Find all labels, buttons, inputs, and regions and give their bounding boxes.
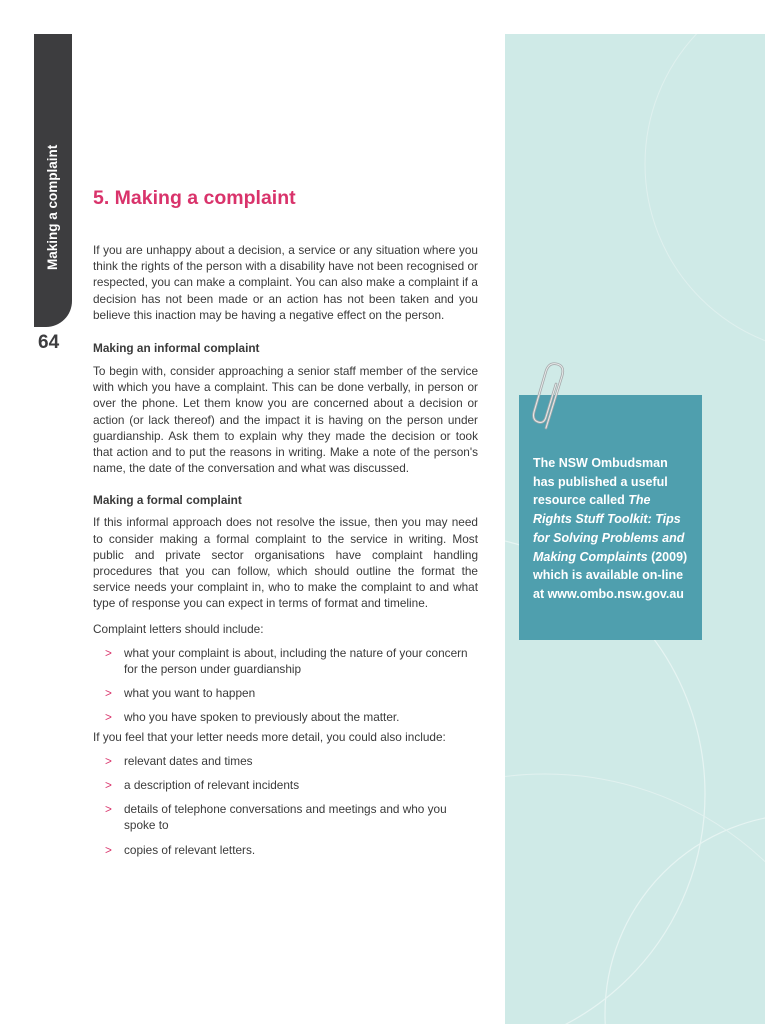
main-content <box>93 185 478 858</box>
list-item <box>93 801 478 833</box>
list-item-text: who you have spoken to previously about the matter. <box>124 710 400 725</box>
list-item <box>93 842 478 858</box>
bullet-marker: > <box>105 842 112 857</box>
extra-details-list <box>93 753 478 858</box>
informal-complaint-heading: Making an informal complaint <box>93 341 260 356</box>
formal-complaint-heading: Making a formal complaint <box>93 493 242 508</box>
page-number: 64 <box>38 332 60 353</box>
callout-resource-title: The Rights Stuff Toolkit: Tips for Solving Problems and Making Complaints <box>533 493 685 564</box>
list-item-text: copies of relevant letters. <box>124 842 256 857</box>
list-item-text: details of telephone conversations and meetings and who you spoke to <box>124 802 447 833</box>
callout-text-start: The NSW Ombudsman has published a useful resource called <box>533 456 668 508</box>
side-tab-label: Making a complaint <box>45 144 60 270</box>
list-item <box>93 777 478 793</box>
letters-intro: Complaint letters should include: <box>93 621 264 636</box>
bullet-marker: > <box>105 645 112 660</box>
list-item <box>93 645 478 677</box>
list-item-text: what your complaint is about, including the nature of your concern for the person under guardianship <box>124 645 468 677</box>
bullet-marker: > <box>105 802 112 817</box>
list-item <box>93 753 478 769</box>
informal-complaint-paragraph: To begin with, consider approaching a senior staff member of the service with which you have a complaint. This can be done verbally, in person or over the phone. Let them know you are concerned about a decision or action (or lack thereof) and the impact it is having on the person under guardianship. Ask them to explain why they made the decision or took that action and to put the reasons in writing. Make a note of the person's name, the date of the conversation and what was discussed. <box>93 364 478 476</box>
bullet-marker: > <box>105 753 112 768</box>
list-item <box>93 709 478 725</box>
bullet-marker: > <box>105 710 112 725</box>
list-item-text: what you want to happen <box>124 686 256 701</box>
side-tab <box>34 34 72 327</box>
letter-contents-list <box>93 645 478 726</box>
bullet-marker: > <box>105 778 112 793</box>
callout-text-end: (2009) which is available on-line at www.ombo.nsw.gov.au <box>533 549 688 601</box>
more-detail-intro: If you feel that your letter needs more detail, you could also include: <box>93 729 446 744</box>
bullet-marker: > <box>105 686 112 701</box>
list-item <box>93 685 478 701</box>
intro-paragraph: If you are unhappy about a decision, a service or any situation where you think the rights of the person with a disability have not been recognised or respected, you can make a complaint. You can also make a complaint if a decision has not been made or an action has not been taken and you believe this inaction may be having a negative effect on the person. <box>93 243 478 322</box>
list-item-text: a description of relevant incidents <box>124 778 300 793</box>
paperclip-icon <box>532 362 574 434</box>
page-title: 5. Making a complaint <box>93 187 296 209</box>
list-item-text: relevant dates and times <box>124 753 253 768</box>
formal-complaint-paragraph: If this informal approach does not resolve the issue, then you may need to consider making a formal complaint to the service in writing. Most public and private sector organisations have complaint handling procedures that you can follow, which should outline the format the service needs your complaint in, who to make the complaint to and what type of response you can expect in terms of format and timeline. <box>93 515 478 611</box>
